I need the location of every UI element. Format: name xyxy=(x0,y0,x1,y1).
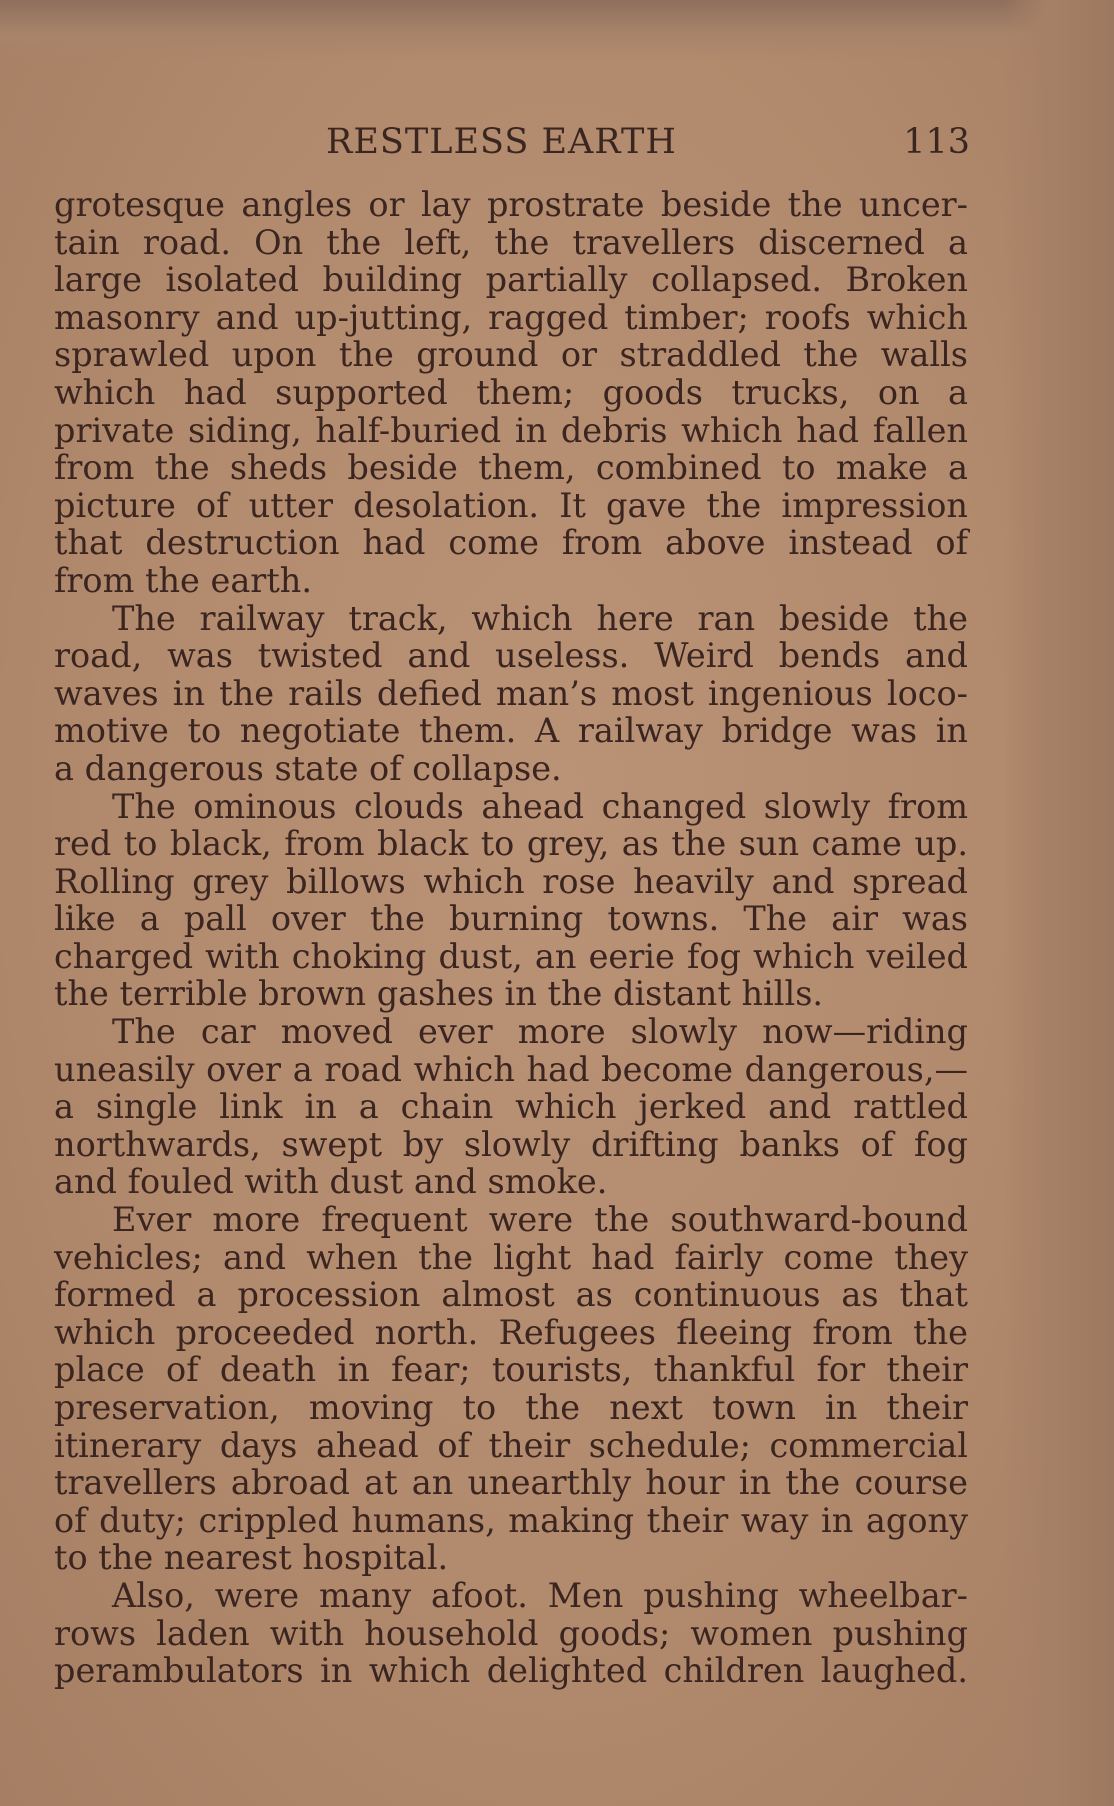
text-line: like a pall over the burning towns. The air was xyxy=(54,899,968,939)
text-line: from the earth. xyxy=(54,560,313,600)
text-line: waves in the rails defied man’s most ingenious loco- xyxy=(54,673,968,713)
page-right-edge xyxy=(1004,0,1114,1806)
text-line: tain road. On the left, the travellers discerned a xyxy=(54,222,968,262)
text-line: Rolling grey billows which rose heavily and spread xyxy=(54,861,968,901)
page-number: 113 xyxy=(903,122,970,162)
text-line: which had supported them; goods trucks, on a xyxy=(54,372,968,412)
text-line: a single link in a chain which jerked and rattled xyxy=(54,1087,968,1127)
text-line: picture of utter desolation. It gave the impression xyxy=(54,485,968,525)
text-line: private siding, half-buried in debris which had fallen xyxy=(54,410,968,450)
text-line: the terrible brown gashes in the distant hills. xyxy=(54,974,824,1014)
text-line: northwards, swept by slowly drifting banks of fog xyxy=(54,1124,968,1164)
text-line: The railway track, which here ran beside the xyxy=(112,598,968,638)
page-top-edge xyxy=(0,0,1114,60)
text-line: uneasily over a road which had become dangerous,— xyxy=(54,1049,968,1089)
text-line: motive to negotiate them. A railway bridge was in xyxy=(54,711,968,751)
text-line: masonry and up-jutting, ragged timber; roofs which xyxy=(54,297,968,337)
text-line: and fouled with dust and smoke. xyxy=(54,1162,608,1202)
text-line: Ever more frequent were the southward-bound xyxy=(112,1200,968,1240)
running-title: RESTLESS EARTH xyxy=(326,122,677,162)
text-line: grotesque angles or lay prostrate beside the uncer- xyxy=(54,185,968,224)
text-line: perambulators in which delighted children laughed. xyxy=(54,1651,968,1691)
text-line: The car moved ever more slowly now—riding xyxy=(112,1012,968,1052)
text-line: red to black, from black to grey, as the sun came up. xyxy=(54,824,968,864)
text-line: vehicles; and when the light had fairly come they xyxy=(54,1237,968,1277)
text-line: rows laden with household goods; women pushing xyxy=(54,1613,968,1653)
text-line: preservation, moving to the next town in their xyxy=(54,1388,968,1427)
text-line: large isolated building partially collapsed. Broken xyxy=(54,260,968,300)
text-line: which proceeded north. Refugees fleeing from the xyxy=(54,1312,968,1352)
text-line: place of death in fear; tourists, thankful for their xyxy=(54,1350,968,1390)
text-line: formed a procession almost as continuous as that xyxy=(54,1275,968,1315)
text-line: sprawled upon the ground or straddled the walls xyxy=(54,335,968,375)
text-line: a dangerous state of collapse. xyxy=(54,748,562,788)
text-line: of duty; crippled humans, making their way in agony xyxy=(54,1500,968,1540)
text-line: The ominous clouds ahead changed slowly from xyxy=(112,786,968,826)
text-line: to the nearest hospital. xyxy=(54,1538,449,1578)
page-header xyxy=(326,122,970,172)
text-line: travellers abroad at an unearthly hour in the course xyxy=(54,1463,968,1503)
text-line: road, was twisted and useless. Weird bends and xyxy=(54,636,968,676)
text-line: from the sheds beside them, combined to make a xyxy=(54,448,968,488)
text-line: itinerary days ahead of their schedule; commercial xyxy=(54,1425,968,1465)
text-line: Also, were many afoot. Men pushing wheelbar- xyxy=(112,1575,968,1615)
text-line: that destruction had come from above instead of xyxy=(54,523,968,563)
body-text xyxy=(54,186,968,1690)
text-line: charged with choking dust, an eerie fog which veiled xyxy=(54,936,968,976)
